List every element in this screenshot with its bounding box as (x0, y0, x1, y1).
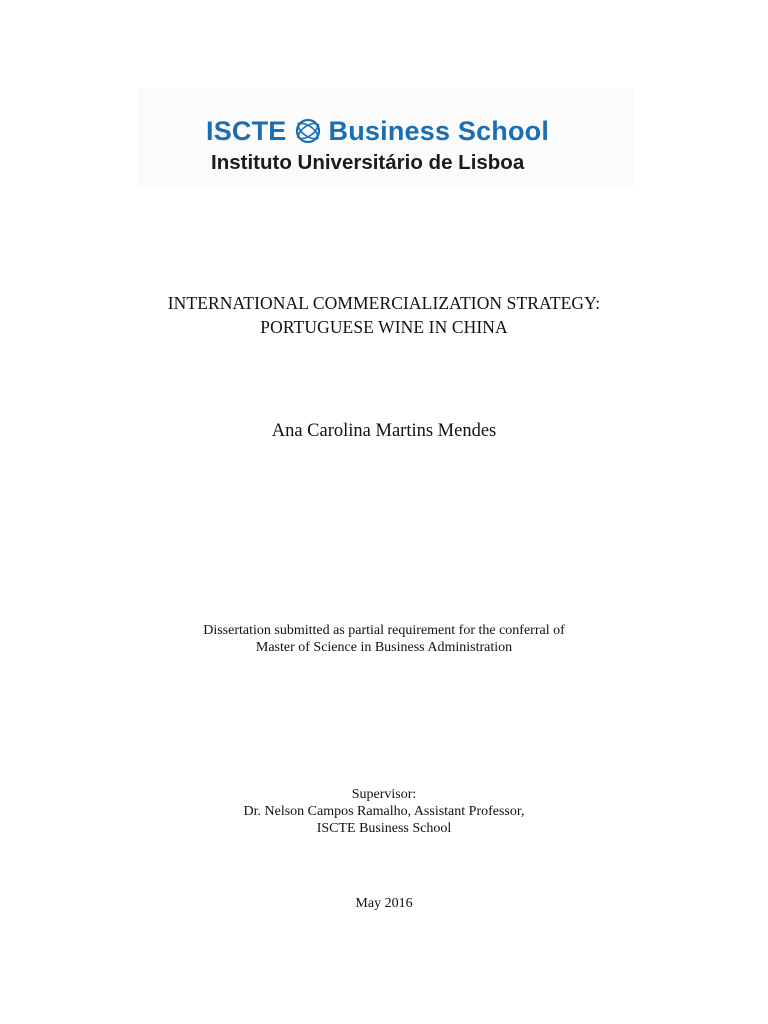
submission-line-2: Master of Science in Business Administration (255, 640, 513, 655)
logo-wordmark (206, 114, 549, 148)
submission-date: May 2016 (355, 896, 413, 911)
thesis-title-line-2: PORTUGUESE WINE IN CHINA (260, 317, 508, 337)
supervisor-institution: ISCTE Business School (316, 821, 452, 836)
author-name: Ana Carolina Martins Mendes (271, 421, 497, 441)
logo-business-school-text: Business School (328, 116, 550, 146)
submission-line-1: Dissertation submitted as partial requirement for the conferral of (203, 623, 565, 638)
globe-ring-icon (293, 116, 323, 146)
logo-subtitle: Instituto Universitário de Lisboa (211, 151, 525, 174)
submission-statement (0, 622, 768, 656)
supervisor-label: Supervisor: (351, 787, 417, 802)
thesis-title-line-1: INTERNATIONAL COMMERCIALIZATION STRATEGY: (167, 293, 601, 313)
supervisor-name: Dr. Nelson Campos Ramalho, Assistant Professor, (243, 804, 525, 819)
thesis-title (0, 291, 768, 339)
supervisor-block (0, 786, 768, 837)
institution-logo (138, 88, 634, 186)
logo-iscte-text: ISCTE (206, 116, 287, 146)
